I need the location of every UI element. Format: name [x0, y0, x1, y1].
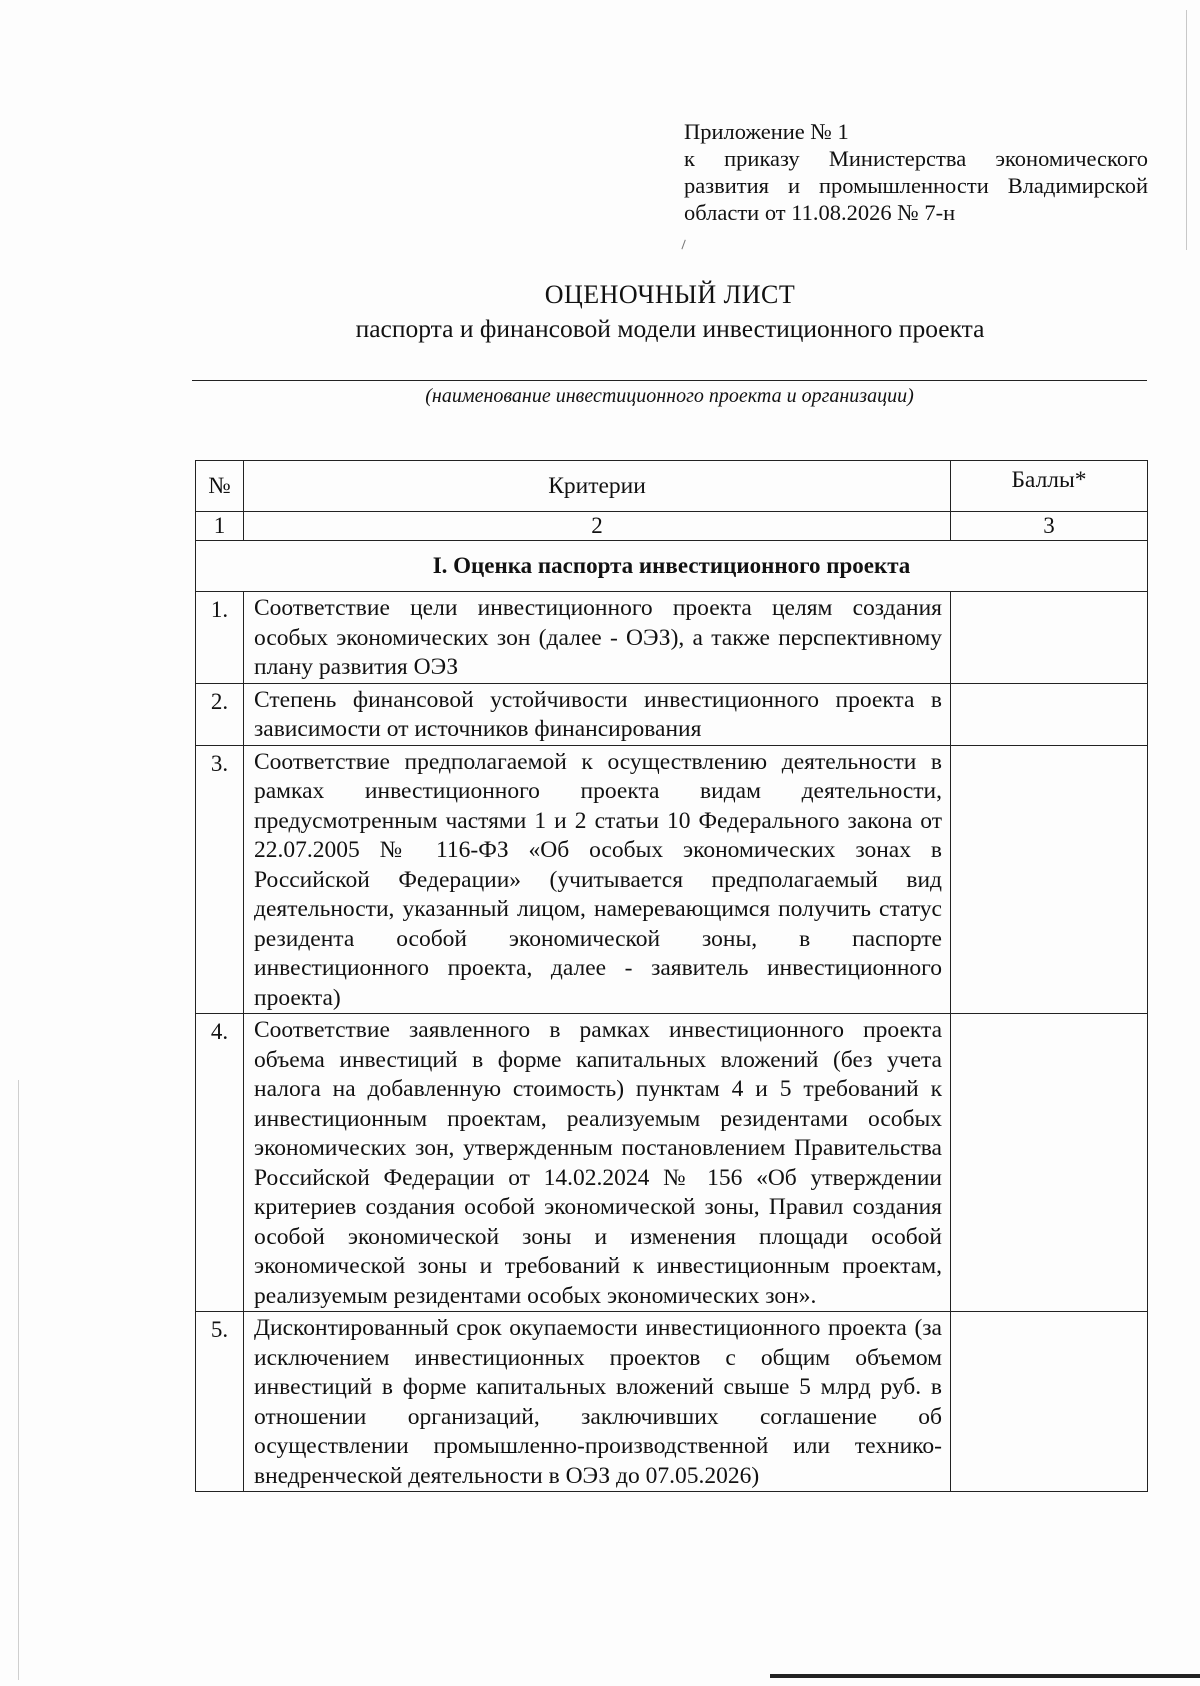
criterion-text: Соответствие предполагаемой к осуществлению деятельности в рамках инвестиционного проекта видам деятельности, предусмотренным частями 1 и 2 статьи 10 Федерального закона от 22.07.2005 № 116-ФЗ «Об особых экономических зонах в Российской Федерации» (учитывается предполагаемый вид деятельности, указанный лицом, намеревающимся получить статус резидента особой экономической зоны, в паспорте инвестиционного проекта, далее - заявитель инвестиционного проекта): [244, 745, 951, 1014]
document-title: ОЦЕНОЧНЫЙ ЛИСТ: [544, 280, 796, 309]
document-subtitle: паспорта и финансовой модели инвестиционного проекта: [355, 314, 985, 343]
column-index: 1: [196, 512, 244, 541]
row-number: 3.: [196, 745, 244, 1014]
table-header-row: [196, 461, 1148, 512]
criterion-text: Соответствие заявленного в рамках инвестиционного проекта объема инвестиций в форме капитальных вложений (без учета налога на добавленную стоимость) пунктам 4 и 5 требований к инвестиционным проектам, реализуемым резидентами особых экономических зон, утвержденным постановлением Правительства Российской Федерации от 14.02.2024 № 156 «Об утверждении критериев создания особой экономической зоны, Правил создания особой экономической зоны и изменения площади особой экономической зоны и требований к инвестиционным проектам, реализуемым резидентами особых экономических зон».: [244, 1014, 951, 1312]
appendix-order-reference: к приказу Министерства экономического развития и промышленности Владимирской области от 11.08.2026 № 7-н: [684, 146, 1148, 225]
scan-artifact-line: [1186, 10, 1187, 250]
row-number: 4.: [196, 1014, 244, 1312]
table-row: [196, 592, 1148, 684]
project-name-caption: (наименование инвестиционного проекта и организации): [425, 385, 914, 407]
column-index-row: [196, 512, 1148, 541]
evaluation-table: [195, 460, 1148, 1492]
table-row: [196, 1312, 1148, 1492]
appendix-number: Приложение № 1: [684, 119, 849, 144]
scan-artifact-line: [18, 1080, 19, 1680]
score-cell[interactable]: [951, 592, 1148, 684]
project-name-blank-line: [192, 380, 1147, 381]
score-cell[interactable]: [951, 1014, 1148, 1312]
column-index: 3: [951, 512, 1148, 541]
row-number: 2.: [196, 683, 244, 745]
score-cell[interactable]: [951, 745, 1148, 1014]
pen-mark: [681, 240, 688, 251]
table-row: [196, 683, 1148, 745]
column-index: 2: [244, 512, 951, 541]
table-row: [196, 745, 1148, 1014]
section-row: [196, 541, 1148, 592]
section-title: I. Оценка паспорта инвестиционного проекта: [196, 541, 1148, 592]
header-number: №: [196, 461, 244, 512]
header-score: Баллы*: [951, 461, 1148, 512]
scan-edge-bar: [770, 1674, 1200, 1678]
criterion-text: Степень финансовой устойчивости инвестиционного проекта в зависимости от источников финансирования: [244, 683, 951, 745]
score-cell[interactable]: [951, 683, 1148, 745]
table-row: [196, 1014, 1148, 1312]
header-criteria: Критерии: [244, 461, 951, 512]
score-cell[interactable]: [951, 1312, 1148, 1492]
row-number: 5.: [196, 1312, 244, 1492]
criterion-text: Соответствие цели инвестиционного проекта целям создания особых экономических зон (далее - ОЭЗ), а также перспективному плану развития ОЭЗ: [244, 592, 951, 684]
appendix-header: [684, 118, 1148, 226]
criterion-text: Дисконтированный срок окупаемости инвестиционного проекта (за исключением инвестиционных проектов с общим объемом инвестиций в форме капитальных вложений свыше 5 млрд руб. в отношении организаций, заключивших соглашение об осуществлении промышленно-производственной или технико-внедренческой деятельности в ОЭЗ до 07.05.2026): [244, 1312, 951, 1492]
row-number: 1.: [196, 592, 244, 684]
